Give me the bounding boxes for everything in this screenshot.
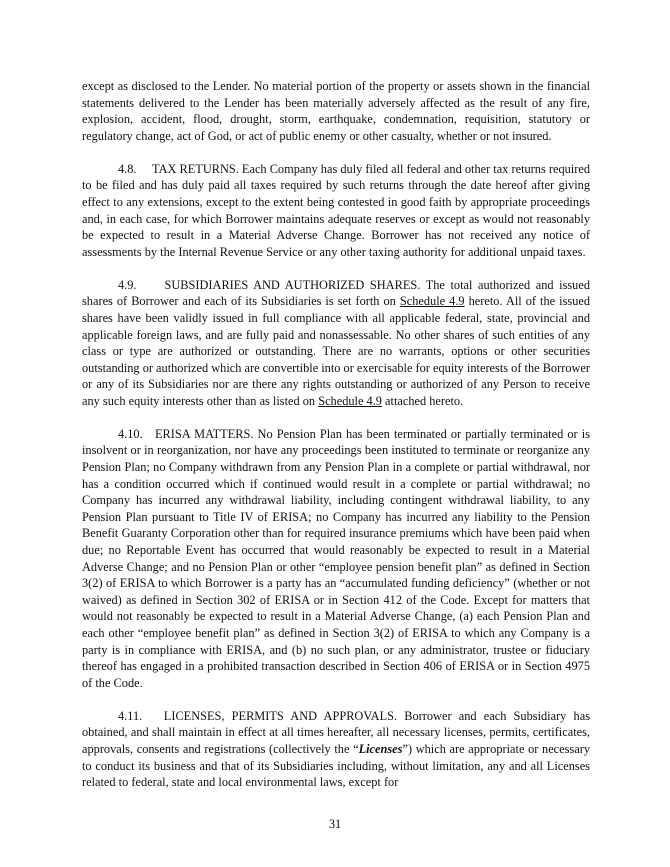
defined-term-licenses: Licenses [358, 741, 403, 756]
section-4-9-text-1: 4.9. SUBSIDIARIES AND AUTHORIZED SHARES. The total authorized and issued shares of Borrower and each of its Subsidiaries is set forth on [82, 277, 590, 309]
section-4-11-text-2: ”) which are appropriate or necessary to conduct its business and that of its Subsidiaries including, without limitation, any and all Licenses related to federal, state and local environmental laws, except for [82, 741, 590, 790]
document-page [82, 78, 590, 807]
section-4-10-erisa-matters: 4.10. ERISA MATTERS. No Pension Plan has been terminated or partially terminated or is insolvent or in reorganization, nor have any proceedings been instituted to terminate or reorganize any Pension Plan; no Company withdrawn from any Pension Plan in a complete or partial withdrawal, nor has a condition occurred which if continued would result in a complete or partial withdrawal; no Company has incurred any withdrawal liability, including contingent withdrawal liability, to any Pension Plan pursuant to Title IV of ERISA; no Company has incurred any liability to the Pension Benefit Guaranty Corporation other than for required insurance premiums which have been paid when due; no Reportable Event has occurred that would reasonably be expected to result in a Material Adverse Change; and no Pension Plan or other “employee pension benefit plan” as defined in Section 3(2) of ERISA to which Borrower is a party has an “accumulated funding deficiency” (whether or not waived) as defined in Section 302 of ERISA or in Section 412 of the Code. Except for matters that would not reasonably be expected to result in a Material Adverse Change, (a) each Pension Plan and each other “employee benefit plan” as defined in Section 3(2) of ERISA to which any Company is a party is in compliance with ERISA, and (b) no such plan, or any administrator, trustee or fiduciary thereof has engaged in a prohibited transaction described in Section 406 of ERISA or in Section 4975 of the Code. [82, 426, 590, 690]
paragraph-intro: except as disclosed to the Lender. No material portion of the property or assets shown in the financial statements delivered to the Lender has been materially adversely affected as the result of any fire, explosion, accident, flood, drought, storm, earthquake, condemnation, requisition, statutory or regulatory change, act of God, or act of public enemy or other casualty, whether or not insured. [82, 79, 590, 143]
schedule-4-9-reference: Schedule 4.9 [318, 393, 382, 408]
page-number: 31 [328, 817, 342, 831]
section-4-8-tax-returns: 4.8. TAX RETURNS. Each Company has duly filed all federal and other tax returns required to be filed and has duly paid all taxes required by such returns through the date hereof after giving effect to any extensions, except to the extent being contested in good faith by appropriate proceedings and, in each case, for which Borrower maintains adequate reserves or except as would not reasonably be expected to result in a Material Adverse Change. Borrower has not received any notice of assessments by the Internal Revenue Service or any other taxing authority for additional unpaid taxes. [82, 161, 590, 259]
schedule-4-9-reference: Schedule 4.9 [399, 294, 465, 309]
section-4-9-text-3: attached hereto. [381, 393, 464, 408]
section-4-11-text-1: 4.11. LICENSES, PERMITS AND APPROVALS. Borrower and each Subsidiary has obtained, and shall maintain in effect at all times hereafter, all necessary licenses, permits, certificates, approvals, consents and registrations (collectively the “ [82, 708, 590, 756]
section-4-9-text-2: hereto. All of the issued shares have been validly issued in full compliance with all applicable federal, state, provincial and applicable foreign laws, and are fully paid and nonassessable. No other shares of such entities of any class or type are authorized or outstanding. There are no warrants, options or other securities outstanding or authorized which are convertible into or exercisable for equity interests of the Borrower or any of its Subsidiaries nor are there any rights outstanding or authorized of any Person to receive any such equity interests other than as listed on [82, 294, 591, 408]
section-4-9-subsidiaries [82, 277, 590, 410]
section-4-11-licenses [82, 708, 590, 791]
